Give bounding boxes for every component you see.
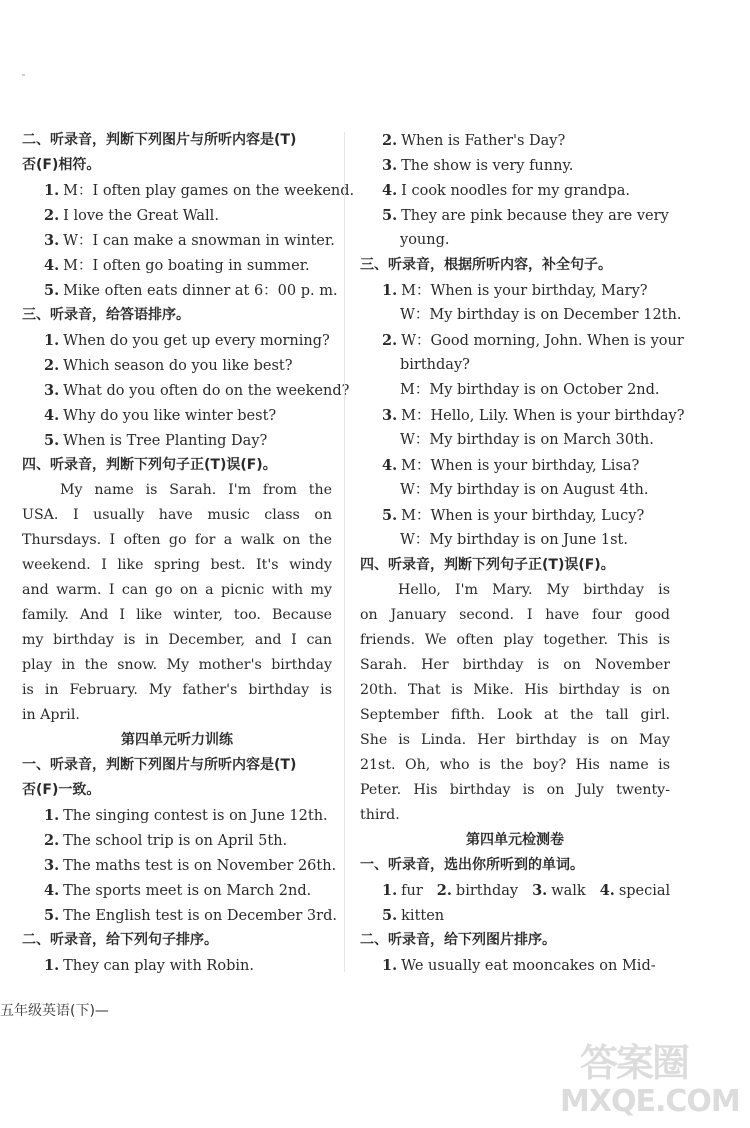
item-text: M：When is your birthday, Lucy? — [401, 508, 645, 524]
item-text: I cook noodles for my grandpa. — [401, 183, 631, 199]
page-footer: 五年级英语(下)— — [0, 1003, 109, 1019]
question-item — [22, 328, 332, 353]
left-column — [22, 128, 355, 978]
item-number: 1. — [382, 282, 398, 299]
item-text: M：When is your birthday, Lisa? — [401, 458, 640, 474]
question-item — [22, 853, 337, 878]
watermark-site: MXQE.COM — [560, 1084, 740, 1119]
question-item — [360, 203, 670, 228]
item-number: 1. — [44, 182, 60, 199]
item-number: 4. — [382, 182, 398, 199]
item-number: 3. — [382, 407, 398, 424]
item-text: I love the Great Wall. — [63, 208, 219, 224]
item-number: 2. — [436, 882, 452, 899]
question-item — [360, 503, 670, 528]
item-text: Mike often eats dinner at 6：00 p. m. — [63, 283, 338, 299]
item-number: 4. — [599, 882, 615, 899]
passage-line: USA. I usually have music class on — [22, 507, 332, 523]
passage-line: 20th. That is Mike. His birthday is on — [360, 682, 670, 698]
passage-line: Thursdays. I often go for a walk on the — [22, 532, 332, 548]
passage-line: in April. — [22, 707, 80, 723]
item-text: When do you get up every morning? — [63, 333, 330, 349]
item-number: 2. — [382, 332, 398, 349]
item-text: The show is very funny. — [401, 158, 574, 174]
question-item — [360, 403, 685, 428]
passage-line: family. And I like winter, too. Because — [22, 607, 332, 623]
word-option: special — [618, 883, 671, 899]
item-number: 4. — [382, 457, 398, 474]
item-number: 3. — [382, 157, 398, 174]
passage-line: My name is Sarah. I'm from the — [60, 482, 332, 498]
word-option: fur — [401, 883, 423, 899]
section-heading: 四、听录音，判断下列句子正(T)误(F)。 — [360, 557, 615, 573]
item-text: What do you often do on the weekend? — [63, 383, 350, 399]
item-text: When is Tree Planting Day? — [63, 433, 268, 449]
passage-line: is in February. My father's birthday is — [22, 682, 332, 698]
item-number: 4. — [44, 882, 60, 899]
section-heading: 四、听录音，判断下列句子正(T)误(F)。 — [22, 457, 277, 473]
item-text: M：I often go boating in summer. — [63, 258, 310, 274]
question-item — [360, 153, 670, 178]
item-text: They can play with Robin. — [63, 958, 254, 974]
item-text: They are pink because they are very — [401, 208, 669, 224]
passage-line: weekend. I like spring best. It's windy — [22, 557, 332, 573]
passage-line: play in the snow. My mother's birthday — [22, 657, 332, 673]
item-number: 2. — [382, 132, 398, 149]
section-heading: 一、听录音，选出你所听到的单词。 — [360, 857, 584, 873]
item-text: M：When is your birthday, Mary? — [401, 283, 648, 299]
item-number: 1. — [44, 957, 60, 974]
passage-line: She is Linda. Her birthday is on May — [360, 732, 670, 748]
item-number: 1. — [44, 807, 60, 824]
item-number: 5. — [382, 907, 398, 924]
item-number: 3. — [44, 857, 60, 874]
dialogue-reply — [360, 428, 670, 453]
question-item — [22, 903, 337, 928]
section-heading: 三、听录音，根据所听内容，补全句子。 — [360, 257, 612, 273]
section-heading: 二、听录音，给下列图片排序。 — [360, 932, 556, 948]
question-item — [22, 353, 332, 378]
item-number: 5. — [44, 282, 60, 299]
item-number: 2. — [44, 832, 60, 849]
item-text: The school trip is on April 5th. — [63, 833, 288, 849]
item-text: The singing contest is on June 12th. — [63, 808, 328, 824]
item-number: 5. — [44, 432, 60, 449]
question-item — [360, 278, 670, 303]
word-option: walk — [551, 883, 586, 899]
question-item — [22, 178, 355, 203]
watermark-logo: 答案圈 — [580, 1041, 689, 1085]
item-number: 5. — [382, 507, 398, 524]
unit-title: 第四单元听力训练 — [121, 732, 233, 748]
question-item — [360, 903, 670, 928]
item-text: birthday? — [400, 357, 470, 373]
dialogue-reply — [360, 378, 670, 403]
item-text: The sports meet is on March 2nd. — [63, 883, 312, 899]
item-number: 2. — [44, 357, 60, 374]
item-text: The English test is on December 3rd. — [63, 908, 337, 924]
item-number: 1. — [382, 882, 398, 899]
question-item — [22, 253, 332, 278]
passage-line: my birthday is in December, and I can — [22, 632, 332, 648]
item-number: 3. — [44, 232, 60, 249]
section-heading: 三、听录音，给答语排序。 — [22, 307, 190, 323]
passage-line: September fifth. Look at the tall girl. — [360, 707, 670, 723]
dialogue-reply — [360, 478, 670, 503]
item-text: kitten — [401, 908, 445, 924]
item-number: 3. — [532, 882, 548, 899]
dialogue-reply — [360, 353, 670, 378]
item-number: 5. — [382, 207, 398, 224]
item-text: M：I often play games on the weekend. — [63, 183, 355, 199]
passage-line: on January second. I have four good — [360, 607, 670, 623]
question-item — [360, 128, 670, 153]
passage-line: Peter. His birthday is on July twenty- — [360, 782, 670, 798]
unit-title: 第四单元检测卷 — [466, 832, 564, 848]
item-text: M：Hello, Lily. When is your birthday? — [401, 408, 685, 424]
item-text: The maths test is on November 26th. — [63, 858, 337, 874]
item-number: 5. — [44, 907, 60, 924]
question-item — [360, 453, 670, 478]
question-item — [22, 428, 332, 453]
question-item — [22, 378, 350, 403]
scan-speck — [22, 74, 25, 76]
item-number: 3. — [44, 382, 60, 399]
question-item — [22, 203, 332, 228]
item-text: W：My birthday is on August 4th. — [400, 482, 649, 498]
passage-line: Hello, I'm Mary. My birthday is — [398, 582, 670, 598]
word-options — [360, 878, 670, 903]
item-text: Why do you like winter best? — [63, 408, 277, 424]
question-item — [22, 803, 332, 828]
item-text: young. — [400, 232, 450, 248]
question-item — [22, 828, 332, 853]
dialogue-reply — [360, 528, 670, 553]
passage-line: third. — [360, 807, 400, 823]
question-item — [360, 178, 670, 203]
item-number: 1. — [382, 957, 398, 974]
question-item — [22, 228, 335, 253]
question-item — [360, 953, 670, 978]
question-item — [360, 328, 684, 353]
item-text: W：Good morning, John. When is your — [401, 333, 684, 349]
section-heading: 一、听录音，判断下列图片与所听内容是(T) — [22, 757, 297, 773]
passage-line: friends. We often play together. This is — [360, 632, 670, 648]
passage-line: and warm. I can go on a picnic with my — [22, 582, 332, 598]
item-number: 1. — [44, 332, 60, 349]
question-item — [22, 403, 332, 428]
item-text: We usually eat mooncakes on Mid- — [401, 958, 656, 974]
right-column — [360, 128, 685, 978]
question-item — [22, 878, 332, 903]
question-item — [22, 278, 338, 303]
item-number: 4. — [44, 257, 60, 274]
item-text: Which season do you like best? — [63, 358, 293, 374]
section-heading: 否(F)一致。 — [22, 782, 101, 798]
item-text: When is Father's Day? — [401, 133, 566, 149]
item-text: M：My birthday is on October 2nd. — [400, 382, 660, 398]
section-heading: 二、听录音，给下列句子排序。 — [22, 932, 218, 948]
dialogue-reply — [360, 303, 682, 328]
item-continuation — [360, 228, 670, 253]
section-heading: 二、听录音，判断下列图片与所听内容是(T) — [22, 132, 297, 148]
question-item — [22, 953, 332, 978]
item-text: W：My birthday is on June 1st. — [400, 532, 628, 548]
section-heading: 否(F)相符。 — [22, 157, 101, 173]
passage-line: 21st. Oh, who is the boy? His name is — [360, 757, 670, 773]
item-text: W：I can make a snowman in winter. — [63, 233, 335, 249]
item-text: W：My birthday is on December 12th. — [400, 307, 682, 323]
item-number: 4. — [44, 407, 60, 424]
word-option: birthday — [455, 883, 519, 899]
item-number: 2. — [44, 207, 60, 224]
passage-line: Sarah. Her birthday is on November — [360, 657, 670, 673]
column-divider — [344, 132, 345, 972]
item-text: W：My birthday is on March 30th. — [400, 432, 654, 448]
